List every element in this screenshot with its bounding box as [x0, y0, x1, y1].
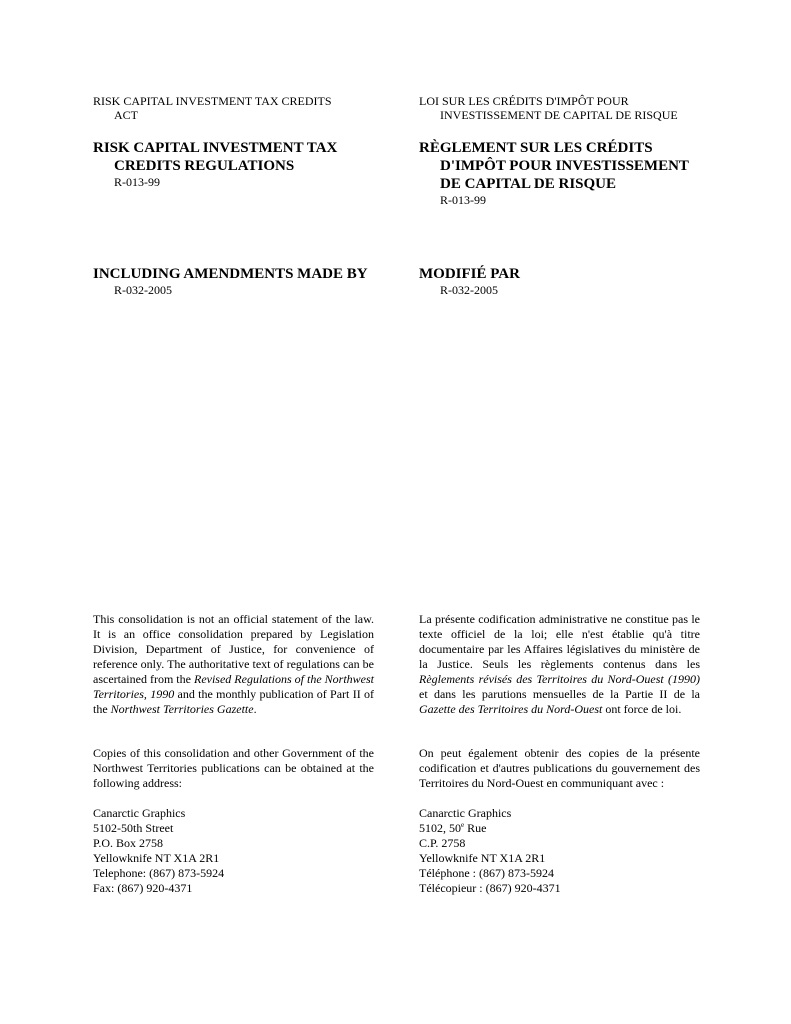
amendments-heading-en: INCLUDING AMENDMENTS MADE BY	[93, 266, 368, 282]
copies-info-fr	[419, 746, 700, 791]
address-name-fr: Canarctic Graphics	[419, 806, 512, 820]
act-title-en: RISK CAPITAL INVESTMENT TAX CREDITS ACT	[93, 94, 332, 122]
amendment-number-en: R-032-2005	[114, 283, 172, 297]
address-en	[93, 806, 374, 896]
regulation-number-fr: R-013-99	[440, 193, 486, 207]
english-column	[93, 94, 374, 122]
disclaimer-fr	[419, 612, 700, 717]
address-city-fr: Yellowknife NT X1A 2R1	[419, 851, 546, 865]
address-box-en: P.O. Box 2758	[93, 836, 164, 850]
copies-paragraph-fr: On peut également obtenir des copies de la présente codification et d'autres publications du gouvernement des Territoires du Nord-Ouest en communiquant avec :	[419, 746, 700, 790]
address-fr	[419, 806, 700, 896]
amendment-number-fr: R-032-2005	[440, 283, 498, 297]
amendments-section-en	[93, 265, 393, 297]
address-city-en: Yellowknife NT X1A 2R1	[93, 851, 220, 865]
disclaimer-en	[93, 612, 374, 717]
regulation-number-en: R-013-99	[114, 175, 160, 189]
regulation-title-en: RISK CAPITAL INVESTMENT TAX CREDITS REGULATIONS R-013-99	[93, 139, 374, 189]
address-street-en: 5102-50th Street	[93, 821, 174, 835]
address-box-fr: C.P. 2758	[419, 836, 466, 850]
address-name-en: Canarctic Graphics	[93, 806, 186, 820]
address-street-fr: 5102, 50e Rue	[419, 821, 487, 835]
act-title-fr: LOI SUR LES CRÉDITS D'IMPÔT POUR INVESTISSEMENT DE CAPITAL DE RISQUE	[419, 94, 678, 122]
copies-paragraph-en: Copies of this consolidation and other Government of the Northwest Territories publications can be obtained at the following address:	[93, 746, 374, 790]
address-fax-en: Fax: (867) 920-4371	[93, 881, 193, 895]
disclaimer-paragraph-fr: La présente codification administrative ne constitue pas le texte officiel de la loi; elle n'est établie qu'à titre documentaire par les Affaires législatives du ministère de la Justice. Seuls les règlements contenus dans les Règlements révisés des Territoires du Nord-Ouest (1990) et dans les parutions mensuelles de la Partie II de la Gazette des Territoires du Nord-Ouest ont force de loi.	[419, 612, 700, 716]
address-fax-fr: Télécopieur : (867) 920-4371	[419, 881, 561, 895]
copies-info-en	[93, 746, 374, 791]
address-phone-en: Telephone: (867) 873-5924	[93, 866, 225, 880]
regulation-title-fr: RÈGLEMENT SUR LES CRÉDITS D'IMPÔT POUR INVESTISSEMENT DE CAPITAL DE RISQUE R-013-99	[419, 139, 719, 207]
disclaimer-paragraph-en: This consolidation is not an official statement of the law. It is an office consolidation prepared by Legislation Division, Department of Justice, for convenience of reference only. The authoritative text of regulations can be ascertained from the Revised Regulations of the Northwest Territories, 1990 and the monthly publication of Part II of the Northwest Territories Gazette.	[93, 612, 374, 716]
french-column	[419, 94, 719, 122]
amendments-section-fr	[419, 265, 700, 297]
amendments-heading-fr: MODIFIÉ PAR	[419, 266, 520, 282]
address-phone-fr: Téléphone : (867) 873-5924	[419, 866, 554, 880]
